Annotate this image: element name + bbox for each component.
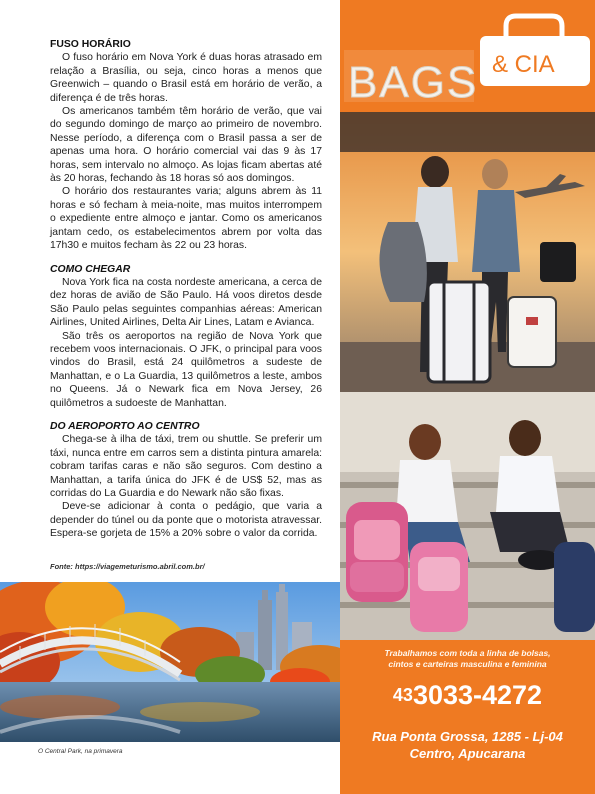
tagline-line-2: cintos e carteiras masculina e feminina (388, 659, 547, 669)
section-heading-aeroporto: DO AEROPORTO AO CENTRO (50, 420, 200, 432)
section-heading-fuso: FUSO HORÁRIO (50, 39, 131, 50)
advertisement (340, 0, 595, 794)
paragraph: Chega-se à ilha de táxi, trem ou shuttle. Se preferir um táxi, nunca entre em carros sem a distinta pintura amarela: cobram tarifas caras e não são seguros. Com destino a Manhattan, a tarifa única do JFK é de US$ 52, mas as corridas do La Guardia e do Newark não são fixas. (50, 434, 322, 499)
travel-photo (340, 112, 595, 392)
address-line-2: Centro, Apucarana (409, 746, 526, 761)
section-heading-como-chegar: COMO CHEGAR (50, 263, 131, 275)
phone-area-code: 43 (392, 685, 413, 705)
phone-digits: 3033-4272 (412, 680, 543, 710)
paragraph: Deve-se adicionar à conta o pedágio, que varia a depender do túnel ou da ponte que o motorista atravessar. Espera-se gorjeta de 15% a 20% sobre o valor da corrida. (50, 501, 322, 540)
store-address (340, 728, 595, 762)
ad-tagline (340, 648, 595, 670)
source-citation: Fonte: https://viagemeturismo.abril.com.br/ (50, 562, 205, 571)
brand-suffix: & CIA (492, 51, 555, 78)
photo-caption: O Central Park, na primavera (38, 748, 123, 755)
article-text (50, 38, 322, 541)
brand-main: BAGS (348, 58, 479, 107)
central-park-photo (0, 582, 340, 742)
paragraph: O horário dos restaurantes varia; alguns abrem às 11 horas e só fecham à meia-noite, mas muitos interrompem o expediente entre almoço e jantar. Como os americanos jantam cedo, os estabelecimentos abrem por volta das 17h30 e muitos fecham às 22 ou 23 horas. (50, 186, 322, 252)
paragraph: O fuso horário em Nova York é duas horas atrasado em relação a Brasília, ou seja, cinco horas a menos que Greenwich – quando o Brasil está em horário de verão, a diferença é de três horas. (50, 52, 322, 104)
paragraph: São três os aeroportos na região de Nova York que recebem voos internacionais. O JFK, o principal para voos vindos do Brasil, está 24 quilômetros a sudeste de Manhattan, e o La Guardia, 13 quilômetros a leste, ambos no Queens. Já o Newark fica em Nova Jersey, 26 quilômetros a sudoeste de Manhattan. (50, 330, 322, 409)
phone-number[interactable] (340, 680, 595, 711)
tagline-line-1: Trabalhamos com toda a linha de bolsas, (384, 648, 551, 658)
paragraph: Nova York fica na costa nordeste americana, a cerca de dez horas de avião de São Paulo. Há voos diretos desde São Paulo pelas seguintes companhias aéreas: American Airlines, United Airlines, Delta Air Lines, Latam e Avianca. (50, 276, 322, 329)
paragraph: Os americanos também têm horário de verão, que vai do segundo domingo de março ao primeiro de novembro. Nesse período, a diferença com o Brasil passa a ser de apenas uma hora. O horário comercial vai das 9 às 17 horas, sem intervalo no almoço. As lojas ficam abertas até às 20 horas, fechando às 18 horas só aos domingos. (50, 106, 322, 185)
brand-logo (340, 0, 595, 120)
kids-backpacks-photo (340, 392, 595, 640)
address-line-1: Rua Ponta Grossa, 1285 - Lj-04 (372, 729, 563, 744)
